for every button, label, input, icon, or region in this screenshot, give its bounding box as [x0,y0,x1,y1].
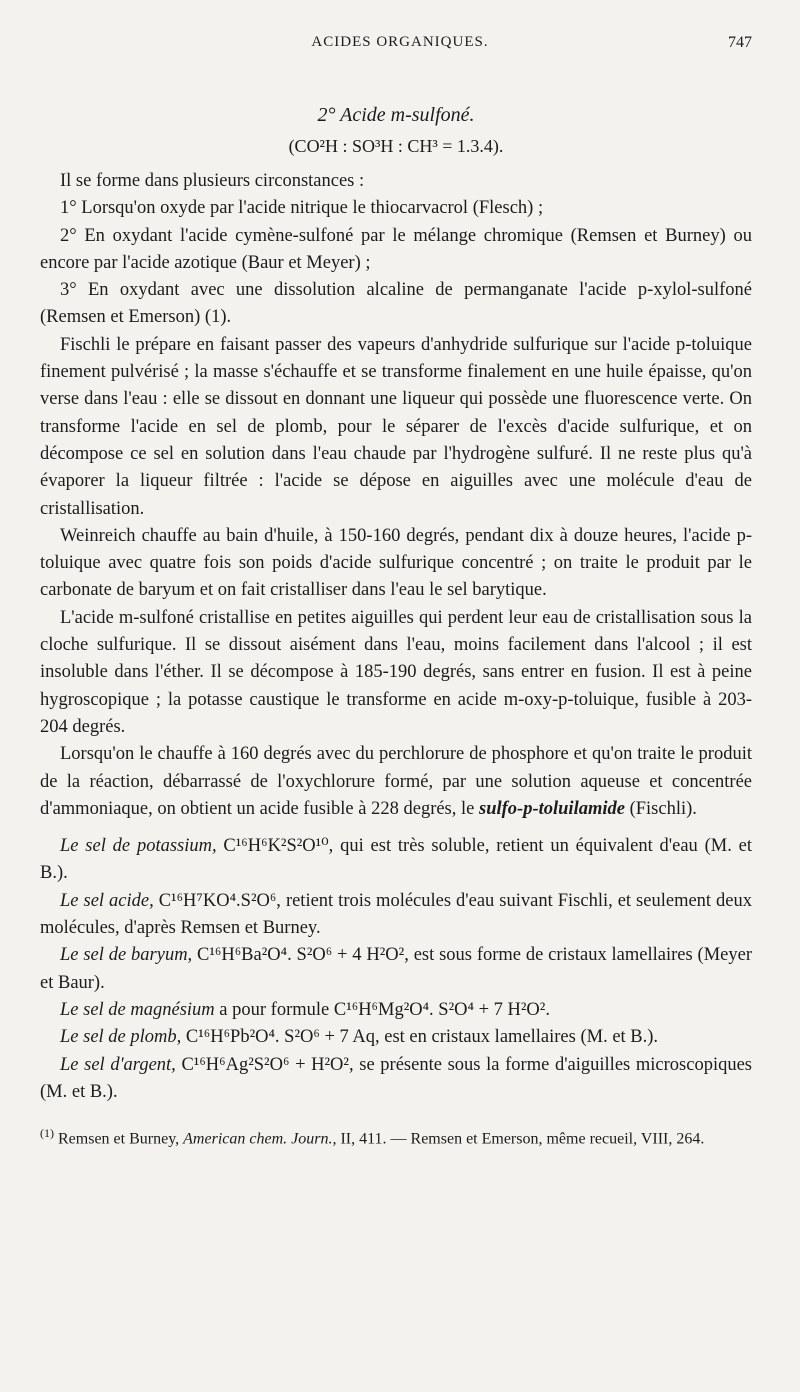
salt-name: Le sel d'argent, [60,1054,176,1075]
footnote-1 [40,1122,752,1150]
salt-name: Le sel de potassium, [60,836,217,857]
salt-text: est sous forme de cristaux lamellaires (Meyer et Baur). [40,945,752,993]
list-item-2: 2° En oxydant l'acide cymène-sulfoné par le mélange chromique (Remsen et Burney) ou encore par l'acide azotique (Baur et Meyer) ; [40,225,752,273]
salt-name: Le sel de baryum, [60,945,193,966]
salt-magnesium [40,997,752,1024]
salt-formula: C¹⁶H⁶K²S²O¹⁰, [223,836,334,857]
salt-text: qui est très soluble, retient un équivalent d'eau (M. et B.). [40,836,752,884]
intro-paragraph: Il se forme dans plusieurs circonstances : [60,171,365,191]
section-formula: (CO²H : SO³H : CH³ = 1.3.4). [288,136,504,156]
footnote-authors: Remsen et Burney, [58,1130,180,1148]
salt-name: Le sel de plomb, [60,1027,182,1048]
salt-baryum [40,942,752,997]
perchlorure-paragraph [40,741,752,823]
salt-potassium [40,833,752,888]
perchlorure-text: Lorsqu'on le chauffe à 160 degrés avec du perchlorure de phosphore et qu'on traite le produit de la réaction, débarrassé de l'oxychlorure formé, par une solution aqueuse et concentrée d'ammoniaque, on obtient un acide fusible à 228 degrés, le [40,744,752,819]
salt-argent [40,1052,752,1107]
salt-text: se présente sous la forme d'aiguilles microscopiques (M. et B.). [40,1054,753,1102]
salt-formula: C¹⁶H⁶Pb²O⁴. S²O⁶ + 7 Aq, [185,1027,380,1048]
footnotes [40,1122,752,1150]
fischli-paragraph: Fischli le prépare en faisant passer des vapeurs d'anhydride sulfurique sur l'acide p-toluique finement pulvérisé ; la masse s'échauffe et se transforme finalement en une huile épaisse, qu'on verse dans l'eau : elle se dissout en donnant une liqueur qui possède une fluorescence verte. On transforme l'acide en sel de plomb, pour le séparer de l'excès d'acide sulfurique, et on décompose ce sel en solution dans l'eau chaude par l'hydrogène sulfuré. Il ne reste plus qu'à évaporer la liqueur filtrée : l'acide se dépose en aiguilles avec une molécule d'eau de cristallisation. [40,334,752,519]
page-number: 747 [728,34,752,51]
salt-plomb [40,1024,752,1051]
salt-formula: C¹⁶H⁶Ag²S²O⁶ + H²O², [181,1054,354,1075]
footnote-journal: American chem. Journ., [183,1130,337,1148]
footnote-reference: II, 411. — Remsen et Emerson, même recueil, VIII, 264. [340,1130,705,1148]
salt-formula: C¹⁶H⁶Ba²O⁴. S²O⁶ + 4 H²O², [197,945,409,966]
salt-formula: C¹⁶H⁷KO⁴.S²O⁶, [158,890,281,911]
section-title: 2° Acide m-sulfoné. [317,104,475,126]
salt-name: Le sel de magnésium [60,999,215,1020]
footnote-marker: (1) [40,1126,54,1141]
running-title: ACIDES ORGANIQUES. [311,34,489,50]
list-item-1: 1° Lorsqu'on oxyde par l'acide nitrique le thiocarvacrol (Flesch) ; [60,198,544,219]
salt-text: est en cristaux lamellaires (M. et B.). [384,1027,659,1048]
salt-acid [40,888,752,943]
list-item-3: 3° En oxydant avec une dissolution alcaline de permanganate l'acide p-xylol-sulfoné (Remsen et Emerson) (1). [40,280,752,328]
amide-term: sulfo-p-toluilamide [479,798,625,819]
page-body [40,100,752,1150]
weinreich-paragraph: Weinreich chauffe au bain d'huile, à 150-160 degrés, pendant dix à douze heures, l'acide p-toluique avec quatre fois son poids d'acide sulfurique concentré ; on traite le produit par le carbonate de baryum et on fait cristalliser dans l'eau le sel barytique. [40,525,752,601]
salt-formula: a pour formule C¹⁶H⁶Mg²O⁴. S²O⁴ + 7 H²O². [219,999,550,1020]
salt-name: Le sel acide, [60,890,154,911]
page-header [0,34,800,58]
perchlorure-end: (Fischli). [629,798,697,819]
salt-text: retient trois molécules d'eau suivant Fischli, et seulement deux molécules, d'après Remsen et Burney. [40,890,753,939]
properties-paragraph: L'acide m-sulfoné cristallise en petites aiguilles qui perdent leur eau de cristallisation sous la cloche sulfurique. Il se dissout aisément dans l'eau, moins facilement dans l'alcool ; il est insoluble dans l'éther. Il se décompose à 185-190 degrés, sans entrer en fusion. Il est à peine hygroscopique ; la potasse caustique le transforme en acide m-oxy-p-toluique, fusible à 203-204 degrés. [40,607,752,737]
